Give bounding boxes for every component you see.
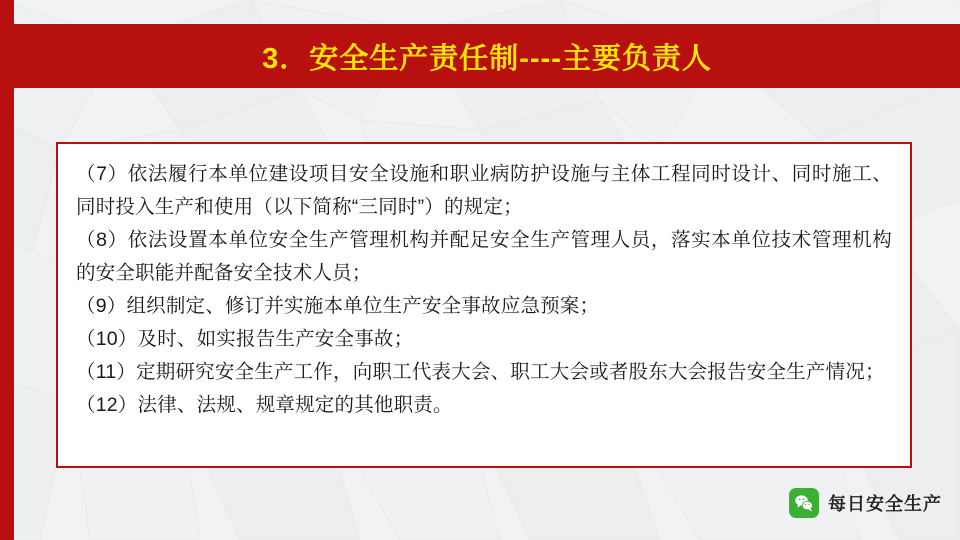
wechat-icon — [789, 488, 819, 518]
wechat-watermark — [789, 488, 942, 518]
page-title: 3．安全生产责任制----主要负责人 — [262, 42, 712, 75]
content-paragraph-7: （7）依法履行本单位建设项目安全设施和职业病防护设施与主体工程同时设计、同时施工、同时投入生产和使用（以下简称“三同时”）的规定； — [76, 163, 892, 218]
content-paragraph-12: （12）法律、法规、规章规定的其他职责。 — [76, 394, 453, 416]
content-paragraph-10: （10）及时、如实报告生产安全事故； — [76, 328, 414, 350]
wechat-label: 每日安全生产 — [828, 494, 942, 514]
content-paragraph-9: （9）组织制定、修订并实施本单位生产安全事故应急预案； — [76, 295, 600, 317]
content-paragraph-11: （11）定期研究安全生产工作，向职工代表大会、职工大会或者股东大会报告安全生产情况； — [76, 361, 885, 383]
content-panel — [56, 142, 912, 468]
left-accent-bar — [0, 0, 14, 540]
content-paragraph-8: （8）依法设置本单位安全生产管理机构并配足安全生产管理人员，落实本单位技术管理机构的安全职能并配备安全技术人员； — [76, 229, 892, 284]
title-banner — [14, 24, 960, 88]
